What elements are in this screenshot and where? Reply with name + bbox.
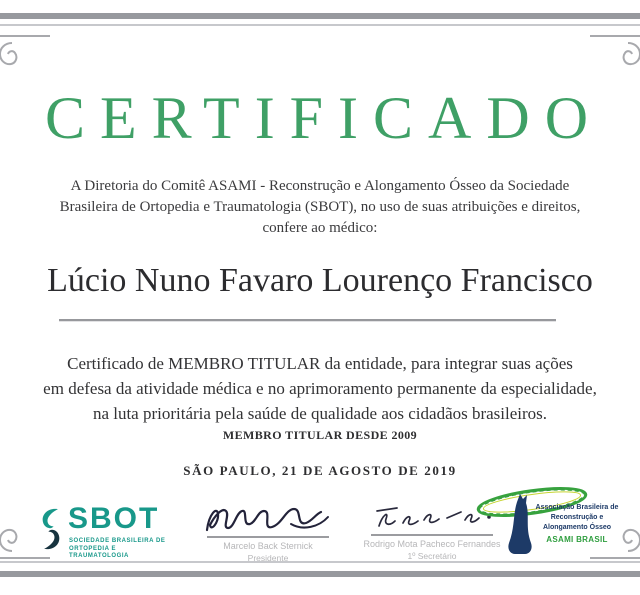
top-border-band <box>0 13 640 19</box>
signatory-name: Rodrigo Mota Pacheco Fernandes <box>363 539 501 549</box>
body-paragraph <box>15 351 625 426</box>
sbot-subtitle <box>69 538 172 561</box>
sbot-subtitle-line: ORTOPEDIA E TRAUMATOLOGIA <box>69 545 129 559</box>
top-border-rule <box>0 24 640 26</box>
certificate-title: CERTIFICADO <box>44 85 604 151</box>
sbot-subtitle-line: SOCIEDADE BRASILEIRA DE <box>69 538 166 544</box>
sbot-logo-icon <box>38 504 64 554</box>
asami-brand-name: ASAMI BRASIL <box>546 535 608 544</box>
signature-line <box>207 536 329 538</box>
body-line: em defesa da atividade médica e no aprimoramento permanente da especialidade, <box>43 379 597 398</box>
signatory-role: Presidente <box>247 553 289 563</box>
member-since-label: MEMBRO TITULAR DESDE 2009 <box>222 428 418 442</box>
recipient-name: Lúcio Nuno Favaro Lourenço Francisco <box>47 262 593 299</box>
corner-flourish-icon <box>584 30 640 68</box>
body-line: na luta prioritária pela saúde de qualidade aos cidadãos brasileiros. <box>92 404 548 423</box>
intro-paragraph <box>20 176 620 239</box>
intro-line: Brasileira de Ortopedia e Traumatologia (SBOT), no uso de suas atribuições e direitos, <box>59 199 581 215</box>
sbot-acronym: SBOT <box>68 502 160 535</box>
asami-logo <box>474 486 624 564</box>
recipient-name-underline <box>59 319 556 322</box>
asami-association-name: Associação Brasileira de Reconstrução e Alongamento Ósseo <box>535 504 619 531</box>
place-date-label: SÃO PAULO, 21 DE AGOSTO DE 2019 <box>183 463 457 478</box>
bottom-border-band <box>0 571 640 577</box>
intro-line: A Diretoria do Comitê ASAMI - Reconstrução e Alongamento Ósseo da Sociedade <box>70 178 570 194</box>
intro-line: confere ao médico: <box>262 220 378 236</box>
signatory-role: 1º Secretário <box>407 551 457 561</box>
signature-block-presidente <box>188 500 348 563</box>
signatory-name: Marcelo Back Sternick <box>223 541 313 551</box>
sbot-logo <box>38 503 172 561</box>
body-line: Certificado de MEMBRO TITULAR da entidade, para integrar suas ações <box>67 354 573 373</box>
corner-flourish-icon <box>0 30 56 68</box>
signature-ink-presidente <box>193 500 343 536</box>
